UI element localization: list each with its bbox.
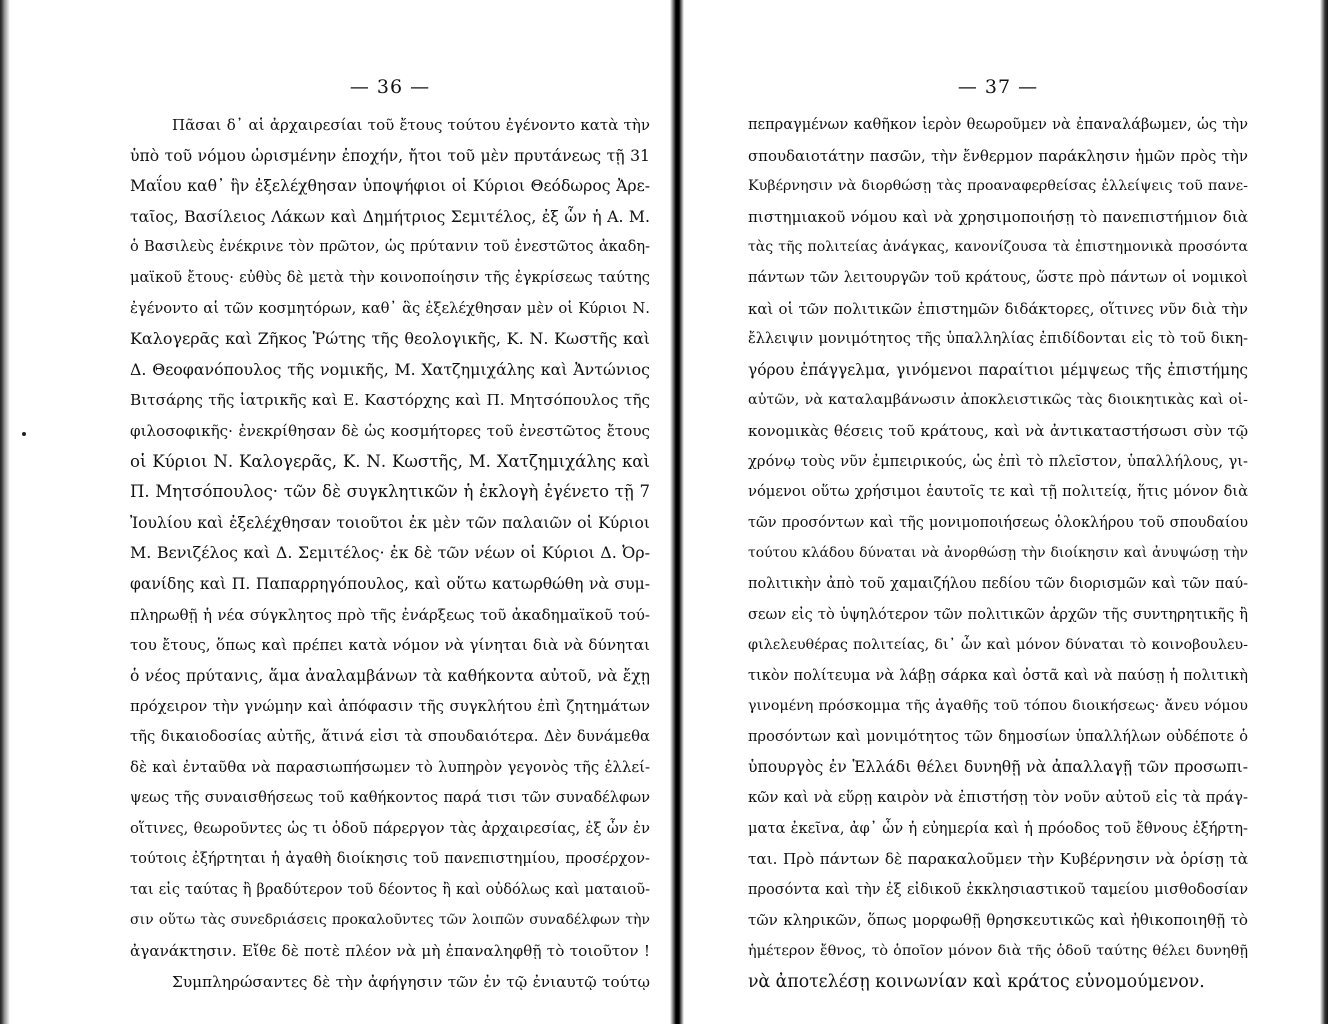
text-line: ταῖος, Βασίλειος Λάκων καὶ Δημήτριος Σεμιτέλος, ἐξ ὧν ἡ Α. Μ. — [130, 206, 650, 226]
text-line: πιστημιακοῦ νόμου καὶ νὰ χρησιμοποιήσῃ τὸ πανεπιστήμιον διὰ — [748, 207, 1248, 226]
text-line: ματα ἐκεῖνα, ἀφ᾽ ὧν ἡ εὐημερία καὶ ἡ πρόοδος τοῦ ἔθνους ἐξήρτη- — [748, 819, 1248, 837]
text-line: ται εἰς ταύτας ἢ βραδύτερον τοῦ δέοντος ἢ καὶ οὐδόλως καὶ ματαιοῦ- — [130, 880, 650, 898]
left-page — [130, 0, 650, 1024]
text-line: προσόντα καὶ τὴν ἐξ εἰδικοῦ ἐκκλησιαστικοῦ ταμείου μισθοδοσίαν — [748, 881, 1248, 898]
text-line: Συμπληρώσαντες δὲ τὴν ἀφήγησιν τῶν ἐν τῷ ἐνιαυτῷ τούτῳ — [172, 972, 650, 991]
page-body — [130, 110, 650, 997]
text-line: ὑπουργὸς ἐν Ἑλλάδι θέλει δυνηθῇ νὰ ἀπαλλαγῇ τῶν προσωπι- — [748, 758, 1248, 777]
text-line: πληρωθῇ ἡ νέα σύγκλητος πρὸ τῆς ἐνάρξεως τοῦ ἀκαδημαϊκοῦ τού- — [130, 605, 650, 624]
text-line: σπουδαιοτάτην πασῶν, τὴν ἔνθερμον παράκλησιν ἡμῶν πρὸς τὴν — [748, 146, 1248, 165]
scan-speck — [22, 432, 26, 436]
text-line: ἐγένοντο αἱ τῶν κοσμητόρων, καθ᾽ ἃς ἐξελέχθησαν μὲν οἱ Κύριοι Ν. — [130, 299, 650, 317]
text-line: καὶ οἱ τῶν πολιτικῶν ἐπιστημῶν διδάκτορες, οἵτινες νῦν διὰ τὴν — [748, 299, 1248, 318]
right-page — [748, 0, 1248, 1024]
text-line: φιλοσοφικῆς· ἐνεκρίθησαν δὲ ὡς κοσμήτορες τοῦ ἐνεστῶτος ἔτους — [130, 421, 650, 440]
page-body — [748, 110, 1248, 997]
text-line: φιλελευθέρας πολιτείας, δι᾽ ὧν καὶ μόνον δύναται τὸ κοινοβουλευ- — [748, 637, 1248, 654]
text-line: ὁ Βασιλεὺς ἐνέκρινε τὸν πρῶτον, ὡς πρύτανιν τοῦ ἐνεστῶτος ἀκαδη- — [130, 238, 650, 256]
text-line: ἀγανάκτησιν. Εἴθε δὲ ποτὲ πλέον νὰ μὴ ἐπαναληφθῇ τὸ τοιοῦτον ! — [130, 942, 650, 961]
text-line: Βιτσάρης τῆς ἰατρικῆς καὶ Ε. Καστόρχης καὶ Π. Μητσόπουλος τῆς — [130, 391, 650, 410]
text-line: Μ. Βενιζέλος καὶ Δ. Σεμιτέλος· ἐκ δὲ τῶν νέων οἱ Κύριοι Δ. Ὀρ- — [130, 543, 650, 563]
page-number: — 36 — — [349, 76, 431, 98]
text-line: του ἔτους, ὅπως καὶ πρέπει κατὰ νόμον νὰ γίνηται διὰ νὰ δύνηται — [130, 636, 650, 655]
text-line: πεπραγμένων καθῆκον ἱερὸν θεωροῦμεν νὰ ἐπαναλάβωμεν, ὡς τὴν — [748, 116, 1248, 133]
text-line: γινομένη πρόσκομμα τῆς ἀγαθῆς τοῦ τόπου διοικήσεως· ἄνευ νόμου — [748, 698, 1248, 715]
text-line: ὑπὸ τοῦ νόμου ὡρισμένην ἐποχήν, ἤτοι τοῦ μὲν πρυτάνεως τῇ 31 — [130, 146, 650, 165]
text-line: τῶν κληρικῶν, ὅπως μορφωθῇ θρησκευτικῶς καὶ ἠθικοποιηθῇ τὸ — [748, 911, 1248, 930]
text-line: γόρου ἐπάγγελμα, γινόμενοι παραίτιοι μέμψεως τῆς ἐπιστήμης — [748, 360, 1248, 379]
text-line: τούτου κλάδου δύναται νὰ ἀνορθώσῃ τὴν διοίκησιν καὶ ἀνυψώσῃ τὴν — [748, 545, 1248, 562]
text-line: Πᾶσαι δ᾽ αἱ ἀρχαιρεσίαι τοῦ ἔτους τούτου ἐγένοντο κατὰ τὴν — [172, 116, 650, 134]
text-line: Μαΐου καθ᾽ ἣν ἐξελέχθησαν ὑποψήφιοι οἱ Κύριοι Θεόδωρος Ἀρε- — [130, 176, 650, 196]
text-line: τῆς δικαιοδοσίας αὐτῆς, ἅτινά εἰσι τὰ σπουδαιότερα. Δὲν δυνάμεθα — [130, 727, 650, 745]
text-line: Π. Μητσόπουλος· τῶν δὲ συγκλητικῶν ἡ ἐκλογὴ ἐγένετο τῇ 7 — [130, 482, 650, 502]
text-line: κῶν καὶ νὰ εὕρῃ καιρὸν νὰ ἐπιστήσῃ τὸν νοῦν αὐτοῦ εἰς τὰ πράγ- — [748, 789, 1248, 807]
text-line: τούτοις ἐξήρτηται ἡ ἀγαθὴ διοίκησις τοῦ πανεπιστημίου, προσέρχον- — [130, 850, 650, 868]
text-line: χρόνῳ τοὺς νῦν ἐμπειρικούς, ὡς ἐπὶ τὸ πλεῖστον, ὑπαλλήλους, γι- — [748, 452, 1248, 470]
text-line: τικὸν πολίτευμα νὰ λάβῃ σάρκα καὶ ὀστᾶ καὶ νὰ παύσῃ ἡ πολιτικὴ — [748, 666, 1248, 684]
text-line: μαϊκοῦ ἔτους· εὐθὺς δὲ μετὰ τὴν κοινοποίησιν τῆς ἐγκρίσεως ταύτης — [130, 268, 650, 286]
page-number: — 37 — — [957, 76, 1039, 98]
text-line: Κυβέρνησιν νὰ διορθώσῃ τὰς προαναφερθείσας ἐλλείψεις τοῦ πανε- — [748, 178, 1248, 195]
text-line: οἱ Κύριοι Ν. Καλογερᾶς, Κ. Ν. Κωστῆς, Μ. Χατζημιχάλης καὶ — [130, 451, 650, 471]
text-line: σιν οὕτω τὰς συνεδριάσεις προκαλοῦντες τῶν λοιπῶν συναδέλφων τὴν — [130, 912, 650, 929]
scan-edge-right — [1320, 0, 1328, 1024]
text-line: δὲ καὶ ἐνταῦθα νὰ παρασιωπήσωμεν τὸ λυπηρὸν γεγονὸς τῆς ἐλλεί- — [130, 758, 650, 777]
text-line: νόμενοι οὕτω χρήσιμοι ἑαυτοῖς τε καὶ τῇ πολιτείᾳ, ἥτις μόνον διὰ — [748, 483, 1248, 501]
text-line: ἡμέτερον ἔθνος, τὸ ὁποῖον μόνον διὰ τῆς ὁδοῦ ταύτης θέλει δυνηθῇ — [748, 943, 1248, 960]
text-line: πολιτικὴν ἀπὸ τοῦ χαμαιζήλου πεδίου τῶν διορισμῶν καὶ τῶν παύ- — [748, 575, 1248, 592]
text-line: αὐτῶν, νὰ καταλαμβάνωσιν ἀποκλειστικῶς τὰς διοικητικὰς καὶ οἰ- — [748, 392, 1248, 409]
text-line: προσόντων καὶ μονιμότητος τῶν δημοσίων ὑπαλλήλων οὐδέποτε ὁ — [748, 728, 1248, 745]
text-line: ψεως τῆς συναισθήσεως τοῦ καθήκοντος παρά τισι τῶν συναδέλφων — [130, 789, 650, 807]
text-line: οἵτινες, θεωροῦντες ὡς τι ὁδοῦ πάρεργον τὰς ἀρχαιρεσίας, ἐξ ὧν ἐν — [130, 819, 650, 837]
book-gutter — [670, 0, 684, 1024]
text-line: πρόχειρον τὴν γνώμην καὶ ἀπόφασιν τῆς συγκλήτου ἐπὶ ζητημάτων — [130, 697, 650, 716]
text-line: νὰ ἀποτελέσῃ κοινωνίαν καὶ κράτος εὐνομούμενον. — [748, 971, 1205, 992]
text-line: σεων εἰς τὸ ὑψηλότερον τῶν πολιτικῶν ἀρχῶν τῆς συντηρητικῆς ἢ — [748, 605, 1248, 623]
text-line: πάντων τῶν λειτουργῶν τοῦ κράτους, ὥστε πρὸ πάντων οἱ νομικοὶ — [748, 269, 1248, 286]
text-line: ται. Πρὸ πάντων δὲ παρακαλοῦμεν τὴν Κυβέρνησιν νὰ ὁρίσῃ τὰ — [748, 850, 1248, 869]
text-line: ὁ νέος πρύτανις, ἅμα ἀναλαμβάνων τὰ καθήκοντα αὐτοῦ, νὰ ἔχῃ — [130, 666, 650, 685]
text-line: τὰς τῆς πολιτείας ἀνάγκας, κανονίζουσα τὰ ἐπιστημονικὰ προσόντα — [748, 239, 1248, 256]
text-line: τῶν προσόντων καὶ τῆς μονιμοποιήσεως ὁλοκλήρου τοῦ σπουδαίου — [748, 514, 1248, 531]
text-line: ἔλλειψιν μονιμότητος τῆς ὑπαλληλίας ἐπιδίδονται εἰς τὸ τοῦ δικη- — [748, 331, 1248, 348]
text-line: Ἰουλίου καὶ ἐξελέχθησαν τοιοῦτοι ἐκ μὲν τῶν παλαιῶν οἱ Κύριοι — [130, 513, 650, 532]
text-line: Καλογερᾶς καὶ Ζῆκος Ῥώτης τῆς θεολογικῆς, Κ. Ν. Κωστῆς καὶ — [130, 329, 650, 349]
text-line: φανίδης καὶ Π. Παπαρρηγόπουλος, καὶ οὕτω κατωρθώθη νὰ συμ- — [130, 574, 650, 593]
text-line: Δ. Θεοφανόπουλος τῆς νομικῆς, Μ. Χατζημιχάλης καὶ Ἀντώνιος — [130, 359, 650, 379]
scan-edge-left — [0, 0, 10, 1024]
text-line: κονομικὰς θέσεις τοῦ κράτους, καὶ νὰ ἀντικαταστήσωσι σὺν τῷ — [748, 421, 1248, 440]
